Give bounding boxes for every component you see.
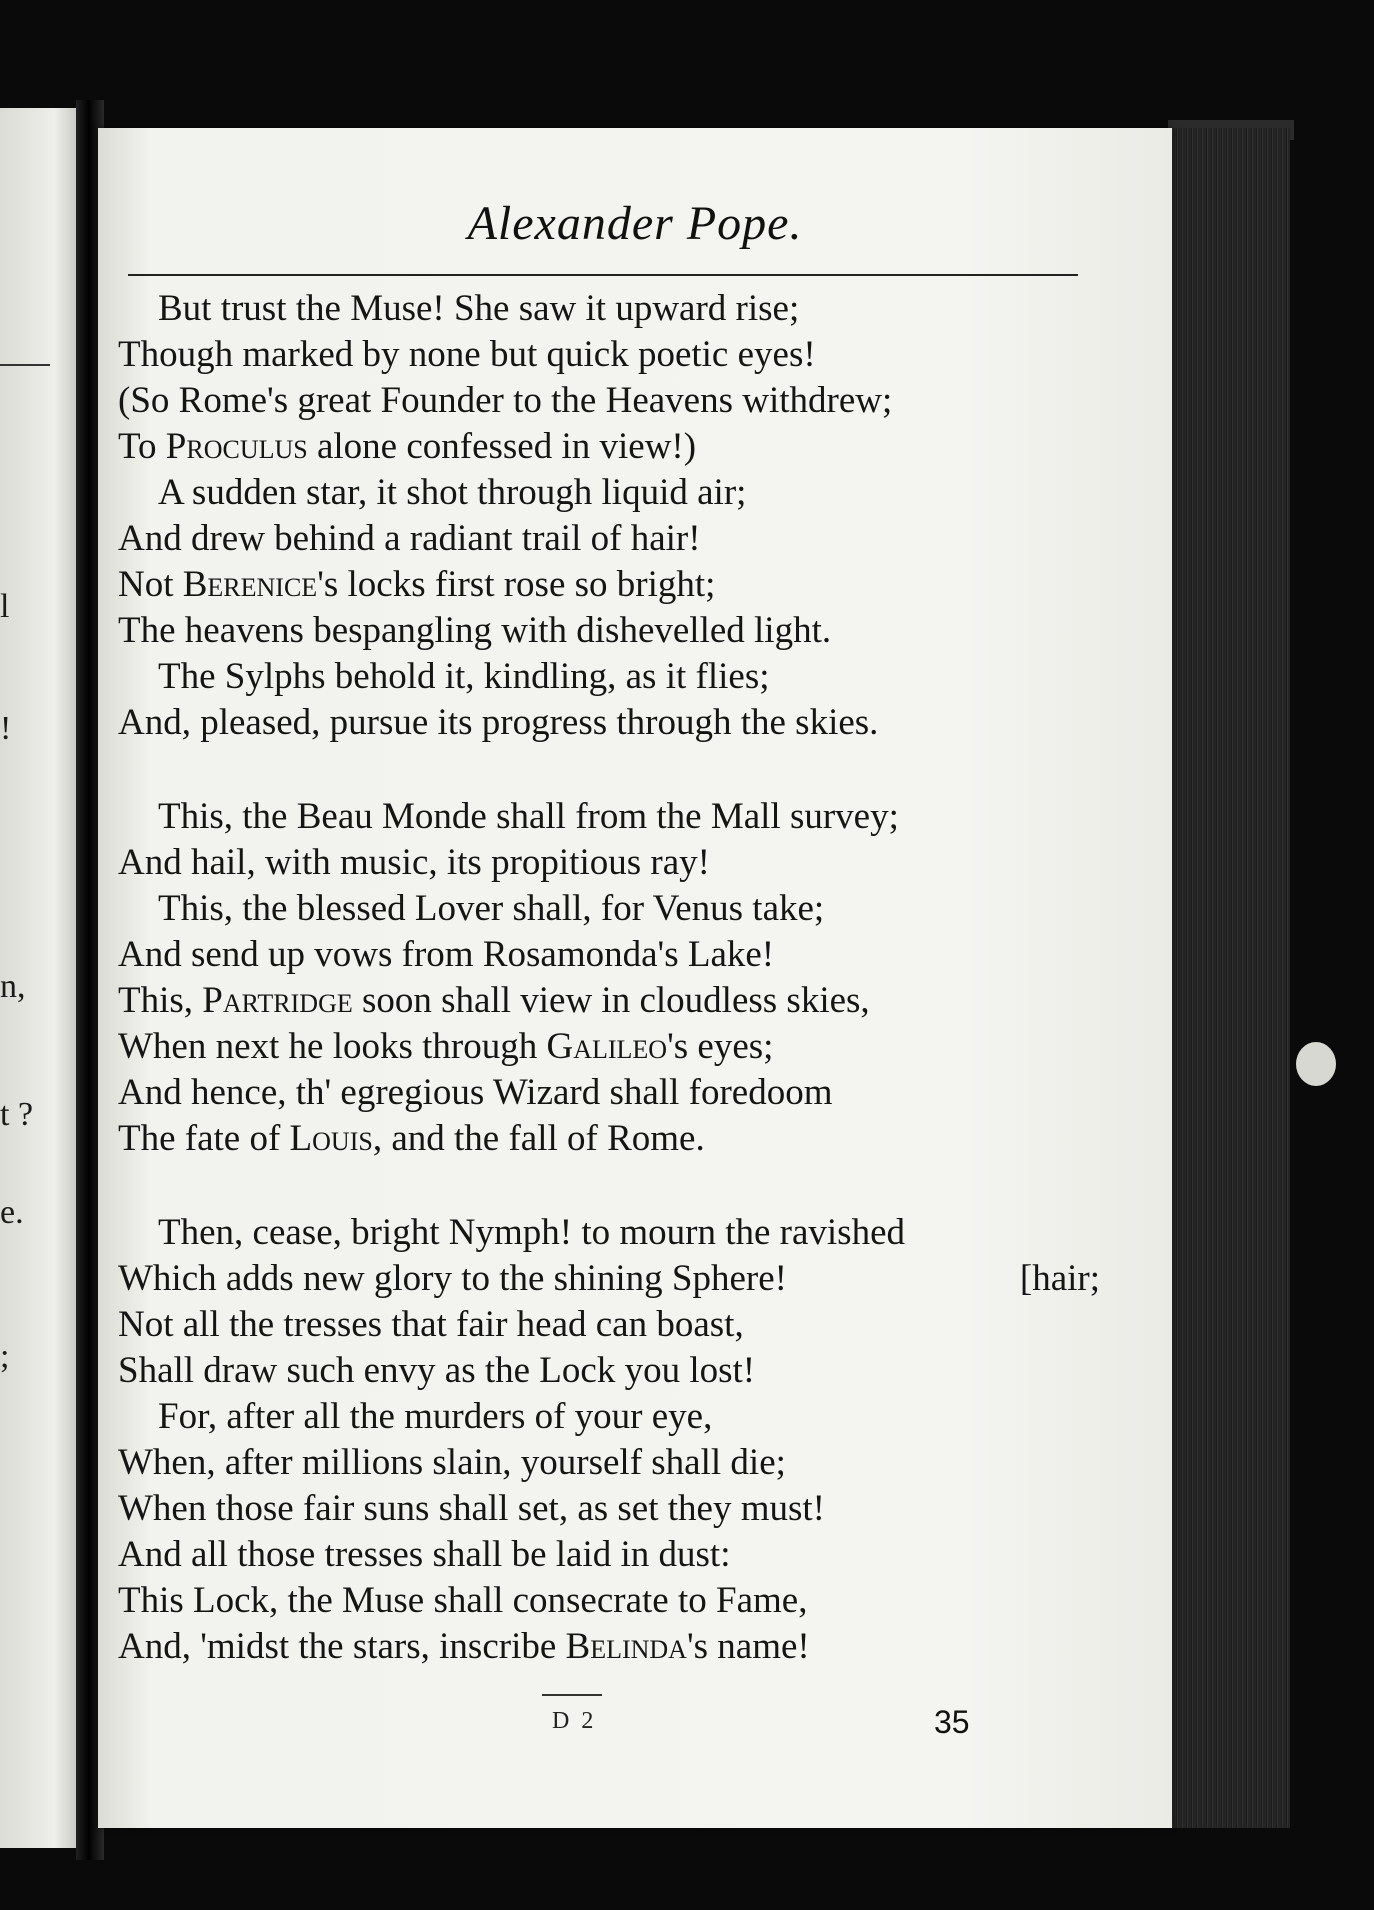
poem-line (118, 1624, 1118, 1670)
facing-page-fragment: e. (0, 1194, 24, 1231)
small-caps-name: Belinda (565, 1626, 687, 1667)
poem-line (118, 286, 1118, 332)
paper-speck (1296, 1042, 1336, 1086)
line-text: soon shall view in cloudless skies, (352, 980, 870, 1021)
line-text: alone confessed in view!) (307, 426, 697, 467)
line-text: For, after all the murders of your eye, (158, 1396, 713, 1437)
line-text: And, pleased, pursue its progress through the skies. (118, 702, 879, 743)
poem-line (118, 932, 1118, 978)
line-text: And drew behind a radiant trail of hair! (118, 518, 701, 559)
line-text: , and the fall of Rome. (372, 1118, 705, 1159)
facing-page-fragment: t ? (0, 1096, 34, 1133)
poem-line (118, 1210, 1118, 1256)
poem-line (118, 1348, 1118, 1394)
turnover-bracket: [hair; (1019, 1258, 1100, 1299)
book-page (98, 128, 1172, 1828)
poem-line (118, 1256, 1118, 1302)
poem-line (118, 1394, 1118, 1440)
small-caps-name: Berenice (182, 564, 318, 605)
small-caps-name: Partridge (202, 980, 353, 1021)
line-text: 's eyes; (667, 1026, 774, 1067)
line-text: When next he looks through (118, 1026, 547, 1067)
signature-mark: D 2 (552, 1708, 597, 1734)
line-text: 's name! (686, 1626, 810, 1667)
facing-page-fragment: n, (0, 968, 26, 1005)
line-text: And hence, th' egregious Wizard shall foredoom (118, 1072, 833, 1113)
line-text: The Sylphs behold it, kindling, as it flies; (158, 656, 770, 697)
facing-page-fragment: ; (0, 1338, 10, 1375)
line-text: And, 'midst the stars, inscribe (118, 1626, 566, 1667)
poem-line (118, 1116, 1118, 1162)
line-text: This, the blessed Lover shall, for Venus take; (158, 888, 825, 929)
small-caps-name: Galileo (546, 1026, 668, 1067)
poem-line (118, 516, 1118, 562)
page-number: 35 (934, 1704, 970, 1740)
poem-line (118, 794, 1118, 840)
line-text: Which adds new glory to the shining Sphere! (118, 1258, 787, 1299)
poem-line (118, 1486, 1118, 1532)
line-text: And all those tresses shall be laid in dust: (118, 1534, 731, 1575)
running-head: Alexander Pope. (467, 197, 803, 250)
stanza (118, 794, 1118, 1162)
stanza (118, 1210, 1118, 1670)
line-text: And hail, with music, its propitious ray! (118, 842, 710, 883)
facing-page-fragment: l (0, 588, 10, 625)
line-text: When those fair suns shall set, as set they must! (118, 1488, 825, 1529)
poem-line (118, 1440, 1118, 1486)
poem-line (118, 562, 1118, 608)
facing-page-fragment: ! (0, 710, 12, 747)
poem-line (118, 378, 1118, 424)
page-edges (1172, 128, 1290, 1828)
facing-page-rule (0, 364, 50, 366)
line-text: The fate of (118, 1118, 290, 1159)
poem-text (118, 286, 1118, 1718)
poem-line (118, 1024, 1118, 1070)
poem-line (118, 654, 1118, 700)
line-text: But trust the Muse! She saw it upward rise; (158, 288, 800, 329)
line-text: Not (118, 564, 183, 605)
poem-line (118, 332, 1118, 378)
line-text: This, the Beau Monde shall from the Mall survey; (158, 796, 899, 837)
line-text: 's locks first rose so bright; (317, 564, 716, 605)
line-text: A sudden star, it shot through liquid air; (158, 472, 747, 513)
line-text: Not all the tresses that fair head can boast, (118, 1304, 744, 1345)
poem-line (118, 700, 1118, 746)
signature-rule (542, 1694, 602, 1696)
small-caps-name: Proculus (165, 426, 308, 467)
line-text: This, (118, 980, 203, 1021)
poem-line (118, 1070, 1118, 1116)
line-text: To (118, 426, 166, 467)
line-text: The heavens bespangling with dishevelled light. (118, 610, 832, 651)
poem-line (118, 1578, 1118, 1624)
line-text: This Lock, the Muse shall consecrate to Fame, (118, 1580, 808, 1621)
poem-line (118, 840, 1118, 886)
poem-line (118, 470, 1118, 516)
poem-line (118, 978, 1118, 1024)
stanza (118, 286, 1118, 746)
facing-page (0, 108, 78, 1848)
line-text: When, after millions slain, yourself shall die; (118, 1442, 786, 1483)
small-caps-name: Louis (289, 1118, 373, 1159)
poem-line (118, 608, 1118, 654)
poem-line (118, 1302, 1118, 1348)
line-text: Then, cease, bright Nymph! to mourn the ravished (158, 1212, 905, 1253)
line-text: Shall draw such envy as the Lock you lost! (118, 1350, 756, 1391)
line-text: Though marked by none but quick poetic eyes! (118, 334, 816, 375)
poem-line (118, 424, 1118, 470)
poem-line (118, 886, 1118, 932)
poem-line (118, 1532, 1118, 1578)
header-rule (128, 274, 1078, 276)
line-text: (So Rome's great Founder to the Heavens withdrew; (118, 380, 893, 421)
line-text: And send up vows from Rosamonda's Lake! (118, 934, 775, 975)
